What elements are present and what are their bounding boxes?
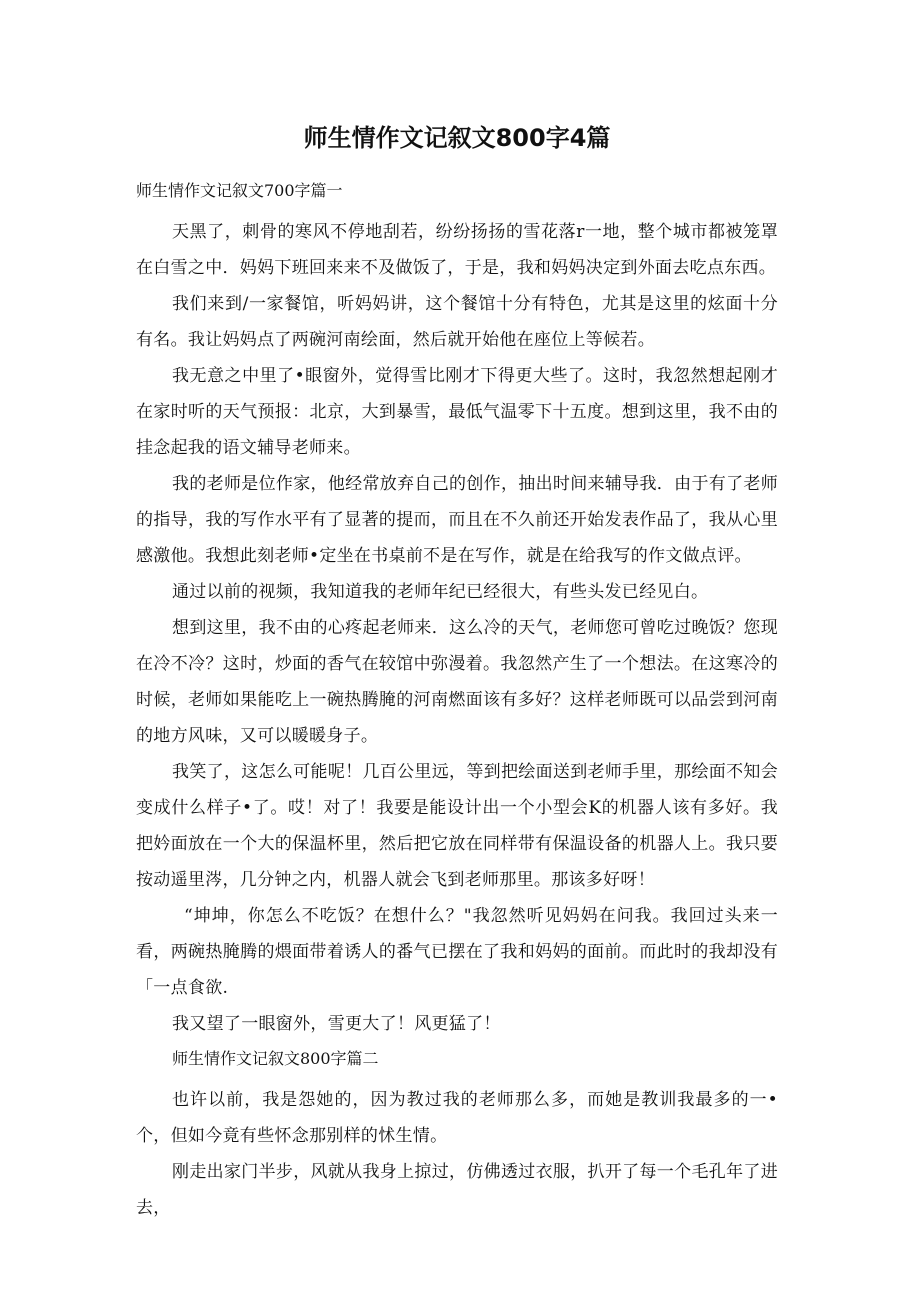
paragraph: 想到这里，我不由的心疼起老师来．这么冷的天气，老师您可曾吃过晚饭？您现在冷不冷？这时，炒面的香气在较馆中弥漫着。我忽然产生了一个想法。在这寒冷的时候，老师如果能吃上一碗热腾腌的河南燃面该有多好？这样老师既可以品尝到河南的地方风味，又可以暖暖身子。	[136, 618, 778, 746]
paragraph: 刚走出家门半步，风就从我身上掠过，仿佛透过衣服，扒开了每一个毛孔年了进去，	[136, 1162, 778, 1218]
paragraph: 我又望了一眼窗外，雪更大了！风更猛了！	[172, 1014, 501, 1034]
document-title: 师生情作文记叙文800字4篇	[303, 124, 611, 152]
paragraph: 我笑了，这怎么可能呢！几百公里远，等到把绘面送到老师手里，那绘面不知会变成什么样子•了。哎！对了！我要是能设计出一个小型会K的机器人该有多好。我把妗面放在一个大的保温杯里，然后把它放在同样带有保温设备的机器人上。我只要按动遥里涔，几分钟之内，机器人就会飞到老师那里。那该多好呀！	[136, 762, 778, 890]
section-heading: 师生情作文记叙文700字篇一	[136, 181, 343, 200]
paragraph: 我们来到/一家餐馆，听妈妈讲，这个餐馆十分有特色，尤其是这里的炫面十分有名。我让妈妈点了两碗河南绘面，然后就开始他在座位上等候若。	[136, 294, 778, 350]
paragraph: 通过以前的视频，我知道我的老师年纪已经很大，有些头发已经见白。	[172, 582, 709, 602]
section-2	[136, 1046, 778, 1226]
paragraph: 我的老师是位作家，他经常放弃自己的创作，抽出时间来辅导我．由于有了老师的指导，我的写作水平有了显著的提而，而且在不久前还开始发表作品了，我从心里感激他。我想此刻老师•定坐在书桌前不是在写作，就是在给我写的作文做点评。	[136, 474, 778, 566]
paragraph: “坤坤，你怎么不吃饭？在想什么？"我忽然听见妈妈在问我。我回过头来一看，两碗热腌腾的煨面带着诱人的番气已摆在了我和妈妈的面前。而此时的我却没有「一点食欲.	[136, 906, 778, 998]
section-heading: 师生情作文记叙文800字篇二	[172, 1049, 379, 1068]
paragraph: 我无意之中里了•眼窗外，觉得雪比刚才下得更大些了。这时，我忽然想起刚才在家时听的天气预报：北京，大到暴雪，最低气温零下十五度。想到这里，我不由的挂念起我的语文辅导老师来。	[136, 366, 778, 458]
paragraph: 也许以前，我是怨她的，因为教过我的老师那么多，而她是教训我最多的一•个，但如今竟有些怀念那别样的怵生情。	[136, 1090, 778, 1146]
section-1	[136, 178, 778, 1042]
paragraph: 天黑了，刺骨的寒风不停地刮若，纷纷扬扬的雪花落r一地，整个城市都被笼罩在白雪之中．妈妈下班回来来不及做饭了，于是，我和妈妈决定到外面去吃点东西。	[136, 222, 778, 278]
